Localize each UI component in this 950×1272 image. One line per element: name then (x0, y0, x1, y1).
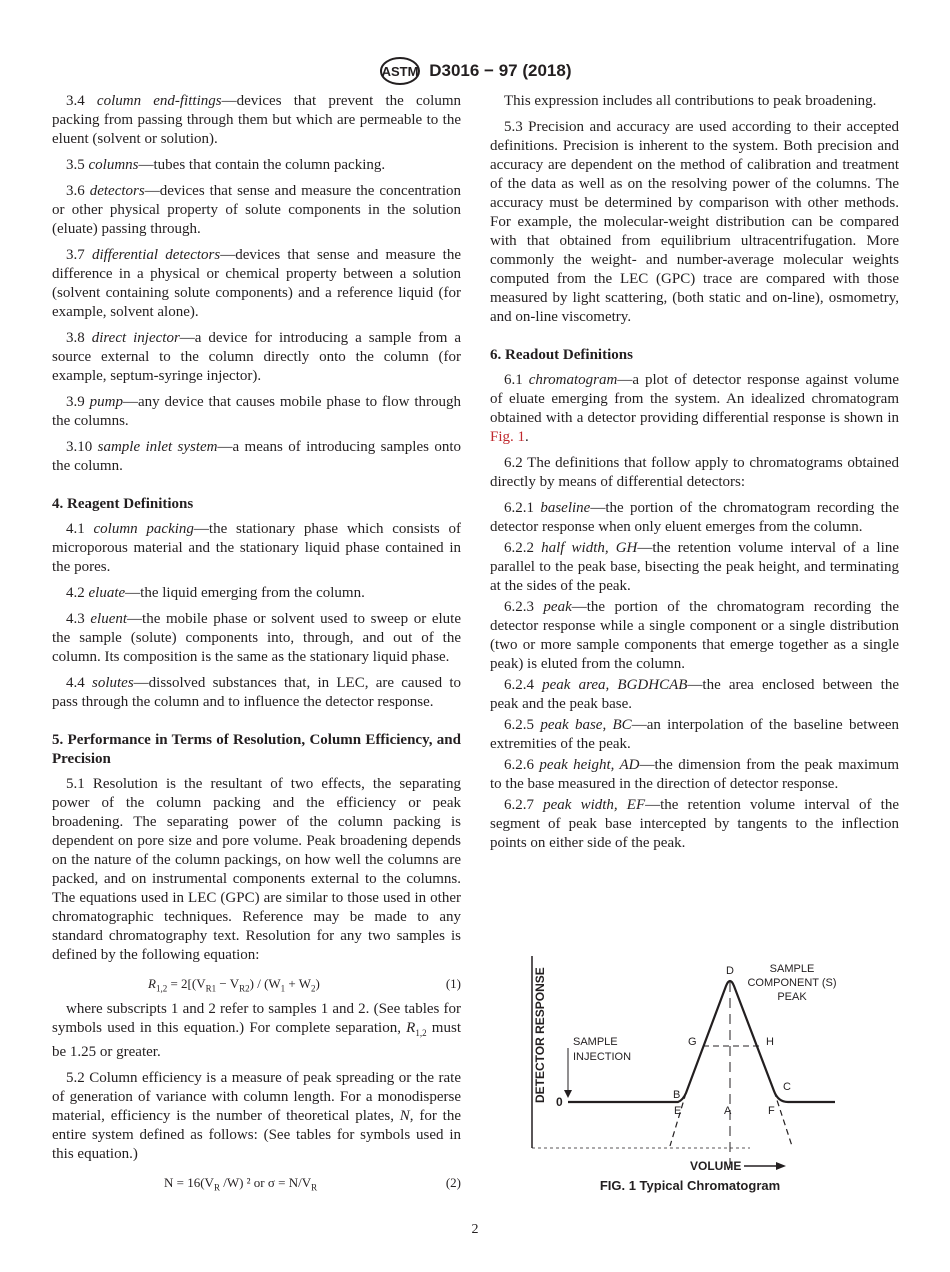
paragraph-4-3: 4.3 eluent—the mobile phase or solvent used to sweep or elute the sample (solute) components into, through, and out of the column. Its composition is the same as the stationary liquid phase. (52, 611, 461, 665)
point-d: D (726, 965, 734, 977)
equation-2 (52, 1171, 461, 1193)
peak-label-2: COMPONENT (S) (747, 977, 837, 989)
page-number: 2 (471, 1222, 479, 1237)
paragraph-3-10: 3.10 sample inlet system—a means of introducing samples onto the column. (52, 439, 461, 474)
paragraph-5-3: 5.3 Precision and accuracy are used according to their accepted definitions. Precision is inherent to the system. Both precision and accuracy are dependent on the method of calibration and treatment of the data as well as on the resolving power of the columns. The accuracy must be determined by comparison with other methods. For example, the molecular-weight distribution can be compared with that obtained from equilibrium ultracentrifugation. More commonly the weight- and number-average molecular weights computed from the LEC (GPC) trace are compared with those measured by light scattering, (both static and on-line), osmometry, and on-line viscometry. (490, 119, 899, 325)
point-a: A (724, 1105, 732, 1117)
paragraph-3-6: 3.6 detectors—devices that sense and measure the concentration or other physical property of solute components in the solution (eluate) passing through. (52, 183, 462, 237)
injection-label-2: INJECTION (573, 1051, 632, 1063)
point-g: G (688, 1036, 697, 1048)
x-axis-label: VOLUME (690, 1159, 742, 1173)
fig-1-link[interactable]: Fig. 1 (490, 429, 526, 445)
point-e: E (674, 1105, 682, 1117)
equation-2-expression: $N = 16(V_R$ /W) ² or $\sigma = N/V_R$ (164, 1175, 318, 1193)
paragraph-6-2-4: 6.2.4 peak area, BGDHCAB—the area enclosed between the peak and the peak base. (490, 677, 900, 712)
injection-label-1: SAMPLE (573, 1036, 618, 1048)
page-header (0, 56, 950, 86)
paragraph-5-2: 5.2 Column efficiency is a measure of peak spreading or the rate of generation of variance with column length. For a monodisperse material, efficiency is the number of theoretical plates, N, for the entire system defined as follows: (See tables for symbols used in this equation.) (52, 1070, 461, 1162)
paragraph-expression: This expression includes all contributions to peak broadening. (504, 93, 877, 109)
point-b: B (673, 1089, 681, 1101)
paragraph-3-8: 3.8 direct injector—a device for introducing a sample from a source external to the column directly onto the column (for example, septum-syringe injector). (52, 330, 462, 384)
equation-1 (52, 972, 461, 994)
figure-1-chromatogram (520, 948, 850, 1198)
right-tangent (774, 1091, 792, 1146)
paragraph-3-7: 3.7 differential detectors—devices that sense and measure the difference in a physical or chemical property between a solution (solvent containing solute components) and a reference liquid (for example, solvent alone). (52, 247, 462, 320)
paragraph-4-2: 4.2 eluate—the liquid emerging from the column. (66, 585, 365, 601)
paragraph-6-2-2: 6.2.2 half width, GH—the retention volume interval of a line parallel to the peak base, bisecting the peak height, and terminating at the sides of the peak. (490, 540, 900, 594)
paragraph-6-2-3: 6.2.3 peak—the portion of the chromatogram recording the detector response while a single component or a single distribution (two or more sample components that emerge together as a single peak) is eluted from the column. (490, 599, 899, 672)
paragraph-4-1: 4.1 column packing—the stationary phase which consists of microporous material and the stationary liquid phase contained in the pores. (52, 521, 462, 575)
paragraph-6-2: 6.2 The definitions that follow apply to chromatograms obtained directly by means of differential detectors: (490, 455, 899, 490)
section-6-heading: 6. Readout Definitions (490, 347, 633, 363)
figure-caption: FIG. 1 Typical Chromatogram (599, 1178, 781, 1193)
paragraph-6-2-5: 6.2.5 peak base, BC—an interpolation of the baseline between extremities of the peak. (490, 717, 900, 752)
paragraph-5-1: 5.1 Resolution is the resultant of two effects, the separating power of the column packing and the efficiency or peak broadening. The separating power of the column packing is dependent on pore size and pore volume. Peak broadening depends on the nature of the column packings, on how well the columns are packed, and on instrumental components external to the columns. The equations used in LEC (GPC) are similar to those used in other chromatographic techniques. Reference may be made to any standard chromatography text. Resolution for any two samples is defined by the following equation: (52, 776, 461, 963)
paragraph-3-9: 3.9 pump—any device that causes mobile phase to flow through the columns. (52, 394, 462, 429)
volume-arrow-head (776, 1162, 786, 1170)
zero-label: 0 (556, 1095, 563, 1109)
point-c: C (783, 1081, 791, 1093)
y-axis-label: DETECTOR RESPONSE (533, 967, 547, 1103)
paragraph-4-4: 4.4 solutes—dissolved substances that, in LEC, are caused to pass through the column and to influence the detector response. (52, 675, 461, 710)
peak-label-1: SAMPLE (769, 963, 815, 975)
svg-text:ASTM: ASTM (381, 64, 418, 79)
document-designation: D3016 − 97 (2018) (429, 61, 572, 80)
paragraph-where: where subscripts 1 and 2 refer to samples 1 and 2. (See tables for symbols used in this equation.) For complete separation, $R_{1,2}$ must be 1.25 or greater. (52, 1001, 461, 1060)
peak-label-3: PEAK (777, 991, 807, 1003)
point-f: F (768, 1105, 775, 1117)
equation-1-expression: $R_{1,2} = 2[(V_{R1} - V_{R2}) / (W_1 + W_2)$ (148, 976, 320, 994)
section-5-heading: 5. Performance in Terms of Resolution, Column Efficiency, and Precision (52, 732, 461, 767)
equation-1-number: (1) (445, 976, 461, 991)
paragraph-6-2-1: 6.2.1 baseline—the portion of the chromatogram recording the detector response when only eluent emerges from the column. (490, 500, 899, 535)
right-column (490, 92, 899, 855)
equation-2-number: (2) (445, 1175, 461, 1190)
point-h: H (766, 1036, 774, 1048)
paragraph-3-4: 3.4 column end-fittings—devices that prevent the column packing from passing through them but which are permeable to the eluent (solvent or solution). (52, 93, 461, 147)
chromatogram-diagram (520, 948, 850, 1178)
paragraph-6-2-6: 6.2.6 peak height, AD—the dimension from the peak maximum to the base measured in the direction of detector response. (490, 757, 899, 792)
paragraph-3-5: 3.5 columns—tubes that contain the column packing. (66, 157, 386, 173)
injection-arrow-head (564, 1090, 572, 1098)
section-4-heading: 4. Reagent Definitions (52, 496, 194, 512)
paragraph-6-2-7: 6.2.7 peak width, EF—the retention volume interval of the segment of peak base intercepted by tangents to the inflection points on either side of the peak. (490, 797, 899, 851)
left-column (52, 92, 461, 1199)
paragraph-6-1: 6.1 chromatogram—a plot of detector response against volume of eluate emerging from the system. An idealized chromatogram obtained with a detector providing differential response is shown in Fig. 1. (490, 372, 899, 445)
astm-logo-icon (379, 56, 421, 86)
